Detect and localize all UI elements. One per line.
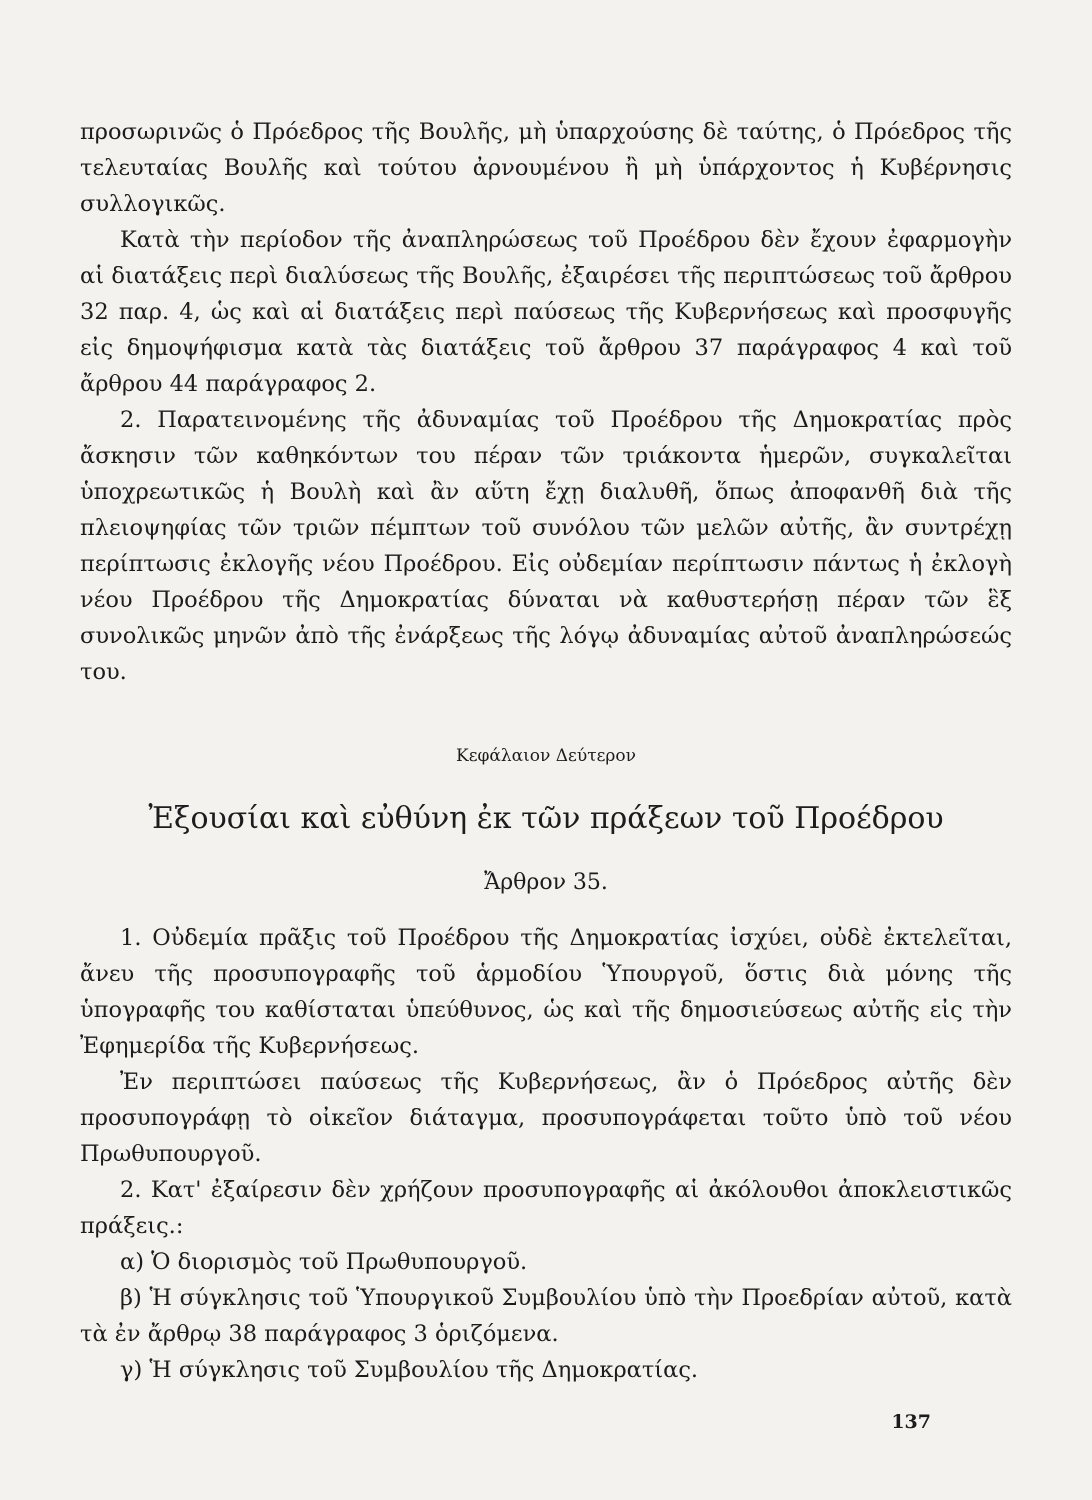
page-number: 137 (891, 1411, 931, 1433)
paragraph-government-dismissal: Ἐν περιπτώσει παύσεως τῆς Κυβερνήσεως, ἂν ὁ Πρόεδρος αὐτῆς δὲν προσυπογράφῃ τὸ οἰκεῖον διάταγμα, προσυπογράφεται τοῦτο ὑπὸ τοῦ νέου Πρωθυπουργοῦ. (80, 1069, 1012, 1167)
paragraph-substitution-period: Κατὰ τὴν περίοδον τῆς ἀναπληρώσεως τοῦ Προέδρου δὲν ἔχουν ἐφαρμογὴν αἱ διατάξεις περὶ διαλύσεως τῆς Βουλῆς, ἐξαιρέσει τῆς περιπτώσεως τοῦ ἄρθρου 32 παρ. 4, ὡς καὶ αἱ διατάξεις περὶ παύσεως τῆς Κυβερνήσεως καὶ προσφυγῆς εἰς δημοψήφισμα κατὰ τὰς διατάξεις τοῦ ἄρθρου 37 παράγραφος 4 καὶ τοῦ ἄρθρου 44 παράγραφος 2. (80, 227, 1012, 397)
section-title: Ἐξουσίαι καὶ εὐθύνη ἐκ τῶν πράξεων τοῦ Προέδρου (148, 801, 944, 836)
paragraph-2-prolonged-incapacity: 2. Παρατεινομένης τῆς ἀδυναμίας τοῦ Προέδρου τῆς Δημοκρατίας πρὸς ἄσκησιν τῶν καθηκόντων του πέραν τῶν τριάκοντα ἡμερῶν, συγκαλεῖται ὑποχρεωτικῶς ἡ Βουλὴ καὶ ἂν αὕτη ἔχῃ διαλυθῆ, ὅπως ἀποφανθῆ διὰ τῆς πλειοψηφίας τῶν τριῶν πέμπτων τοῦ συνόλου τῶν μελῶν αὐτῆς, ἂν συντρέχῃ περίπτωσις ἐκλογῆς νέου Προέδρου. Εἰς οὐδεμίαν περίπτωσιν πάντως ἡ ἐκλογὴ νέου Προέδρου τῆς Δημοκρατίας δύναται νὰ καθυστερήσῃ πέραν τῶν ἓξ συνολικῶς μηνῶν ἀπὸ τῆς ἐνάρξεως τῆς λόγῳ ἀδυναμίας αὐτοῦ ἀναπληρώσεώς του. (80, 407, 1012, 685)
paragraph-continuation: προσωρινῶς ὁ Πρόεδρος τῆς Βουλῆς, μὴ ὑπαρχούσης δὲ ταύτης, ὁ Πρόεδρος τῆς τελευταίας Βουλῆς καὶ τούτου ἀρνουμένου ἢ μὴ ὑπάρχοντος ἡ Κυβέρνησις συλλογικῶς. (80, 119, 1012, 217)
list-item-b: β) Ἡ σύγκλησις τοῦ Ὑπουργικοῦ Συμβουλίου ὑπὸ τὴν Προεδρίαν αὐτοῦ, κατὰ τὰ ἐν ἄρθρῳ 38 παράγραφος 3 ὁριζόμενα. (80, 1285, 1012, 1347)
article-heading: Ἄρθρον 35. (484, 870, 608, 895)
chapter-label: Κεφάλαιον Δεύτερον (456, 746, 636, 766)
paragraph-article-35-2: 2. Κατ' ἐξαίρεσιν δὲν χρήζουν προσυπογραφῆς αἱ ἀκόλουθοι ἀποκλειστικῶς πράξεις.: (80, 1177, 1012, 1239)
list-item-a: α) Ὁ διορισμὸς τοῦ Πρωθυπουργοῦ. (120, 1249, 528, 1275)
list-item-c: γ) Ἡ σύγκλησις τοῦ Συμβουλίου τῆς Δημοκρατίας. (120, 1357, 699, 1383)
paragraph-article-35-1: 1. Οὐδεμία πρᾶξις τοῦ Προέδρου τῆς Δημοκρατίας ἰσχύει, οὐδὲ ἐκτελεῖται, ἄνευ τῆς προσυπογραφῆς τοῦ ἁρμοδίου Ὑπουργοῦ, ὅστις διὰ μόνης τῆς ὑπογραφῆς του καθίσταται ὑπεύθυνος, ὡς καὶ τῆς δημοσιεύσεως αὐτῆς εἰς τὴν Ἐφημερίδα τῆς Κυβερνήσεως. (80, 925, 1012, 1059)
